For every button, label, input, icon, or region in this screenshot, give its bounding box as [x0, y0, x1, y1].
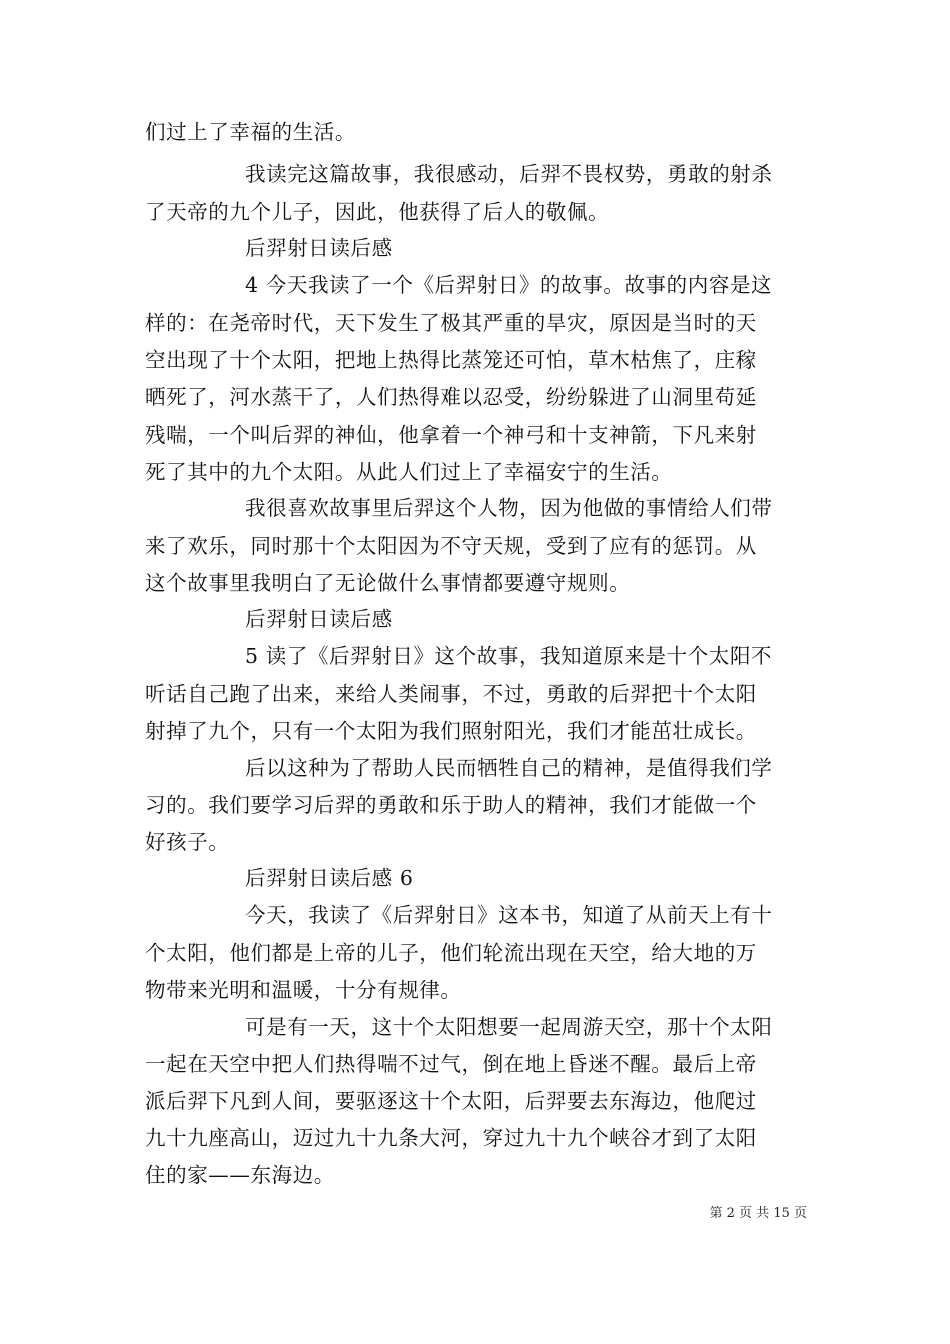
text-line: 习的。我们要学习后羿的勇敢和乐于助人的精神，我们才能做一个: [145, 793, 757, 817]
page-number-footer: 第 2 页 共 15 页: [709, 1206, 807, 1221]
text-line: 听话自己跑了出来，来给人类闹事，不过，勇敢的后羿把十个太阳: [145, 682, 757, 706]
paragraph-first-line: 可是有一天，这十个太阳想要一起周游天空，那十个太阳: [245, 1015, 773, 1039]
text-line: 样的：在尧帝时代，天下发生了极其严重的旱灾，原因是当时的天: [145, 311, 757, 335]
text-line: 残喘，一个叫后羿的神仙，他拿着一个神弓和十支神箭，下凡来射: [145, 423, 757, 447]
text-line: 物带来光明和温暖，十分有规律。: [145, 978, 462, 1002]
text-line: 这个故事里我明白了无论做什么事情都要遵守规则。: [145, 571, 631, 595]
paragraph-first-line: 5 读了《后羿射日》这个故事，我知道原来是十个太阳不: [245, 644, 773, 668]
text-line: 了天帝的九个儿子，因此，他获得了后人的敬佩。: [145, 200, 610, 224]
text-line: 个太阳，他们都是上帝的儿子，他们轮流出现在天空，给大地的万: [145, 941, 757, 965]
text-line: 晒死了，河水蒸干了，人们热得难以忍受，纷纷躲进了山洞里苟延: [145, 385, 757, 409]
text-line: 空出现了十个太阳，把地上热得比蒸笼还可怕，草木枯焦了，庄稼: [145, 348, 757, 372]
section-heading: 后羿射日读后感: [245, 236, 393, 260]
section-heading: 后羿射日读后感: [245, 607, 393, 631]
paragraph-first-line: 我读完这篇故事，我很感动，后羿不畏权势，勇敢的射杀: [245, 162, 773, 186]
paragraph-first-line: 我很喜欢故事里后羿这个人物，因为他做的事情给人们带: [245, 496, 773, 520]
section-heading: 后羿射日读后感 6: [245, 866, 414, 890]
paragraph-first-line: 4 今天我读了一个《后羿射日》的故事。故事的内容是这: [245, 273, 773, 297]
text-line: 派后羿下凡到人间，要驱逐这十个太阳，后羿要去东海边，他爬过: [145, 1089, 757, 1113]
text-line: 死了其中的九个太阳。从此人们过上了幸福安宁的生活。: [145, 460, 673, 484]
text-line: 射掉了九个，只有一个太阳为我们照射阳光，我们才能茁壮成长。: [145, 719, 757, 743]
text-line: 来了欢乐，同时那十个太阳因为不守天规，受到了应有的惩罚。从: [145, 534, 757, 558]
paragraph-first-line: 后以这种为了帮助人民而牺牲自己的精神，是值得我们学: [245, 756, 773, 780]
text-line: 好孩子。: [145, 830, 230, 854]
text-line: 住的家——东海边。: [145, 1163, 335, 1187]
text-line: 一起在天空中把人们热得喘不过气，倒在地上昏迷不醒。最后上帝: [145, 1052, 757, 1076]
paragraph-first-line: 今天，我读了《后羿射日》这本书，知道了从前天上有十: [245, 903, 773, 927]
text-line: 九十九座高山，迈过九十九条大河，穿过九十九个峡谷才到了太阳: [145, 1126, 757, 1150]
text-line: 们过上了幸福的生活。: [145, 120, 356, 144]
